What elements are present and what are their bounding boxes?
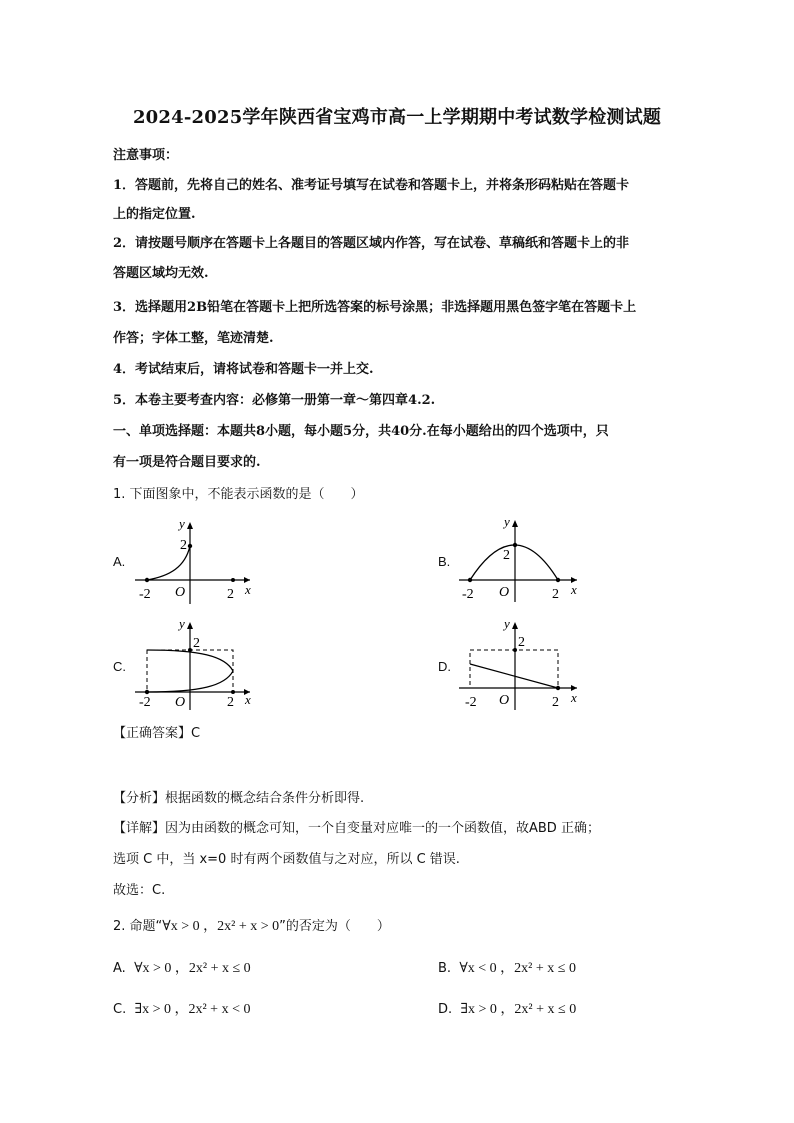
q2-option-text: ∀x < 0 ，2x² + x ≤ 0	[459, 961, 576, 976]
point	[513, 543, 517, 547]
axis-label: y	[179, 516, 185, 531]
q2-option-text: ∃x > 0 ，2x² + x ≤ 0	[460, 1002, 577, 1017]
origin-label: O	[175, 585, 186, 600]
axis-label: x	[571, 582, 577, 597]
q2-option-text: ∃x > 0 ，2x² + x < 0	[134, 1002, 251, 1017]
q2-option-label: A.	[113, 961, 126, 976]
y-arrow	[512, 520, 518, 527]
y-arrow	[187, 622, 193, 629]
q1-graph-b	[455, 512, 595, 607]
notice-item: 5．本卷主要考查内容：必修第一册第一章～第四章4.2.	[113, 393, 436, 408]
tick-label: -2	[139, 587, 151, 602]
y-arrow	[187, 522, 193, 529]
point	[556, 686, 560, 690]
tick-label: 2	[227, 695, 234, 710]
curve	[470, 545, 558, 580]
q2-option-d	[438, 1000, 576, 1020]
q1-detail: 【详解】因为由函数的概念可知，一个自变量对应唯一的一个函数值，故ABD 正确；	[113, 821, 600, 836]
q2-option-c	[113, 1000, 250, 1020]
q2-option-b	[438, 959, 576, 979]
notice-item: 答题区域均无效.	[113, 266, 209, 281]
axis-label: y	[504, 514, 510, 529]
origin-label: O	[499, 693, 510, 708]
page-title: 2024-2025学年陕西省宝鸡市高一上学期期中考试数学检测试题	[132, 107, 662, 128]
notice-item: 作答；字体工整，笔迹清楚.	[113, 331, 274, 346]
axis-label: y	[179, 616, 185, 631]
point	[231, 578, 235, 582]
tick-label: 2	[552, 695, 559, 710]
q1-option-d-label: D.	[438, 659, 451, 674]
tick-label: 2	[503, 548, 510, 563]
point	[145, 578, 149, 582]
q2-option-label: D.	[438, 1002, 453, 1017]
q2-stem-suffix: ”的否定为（ ）	[279, 919, 390, 934]
point	[556, 578, 560, 582]
tick-label: -2	[139, 695, 151, 710]
point	[231, 690, 235, 694]
q1-detail-2: 选项 C 中，当 x=0 时有两个函数值与之对应，所以 C 错误.	[113, 852, 460, 867]
axis-label: x	[245, 582, 251, 597]
point	[468, 578, 472, 582]
notice-item: 2．请按题号顺序在答题卡上各题目的答题区域内作答，写在试卷、草稿纸和答题卡上的非	[113, 236, 630, 251]
q2-option-text: ∀x > 0 ，2x² + x ≤ 0	[134, 961, 251, 976]
tick-label: -2	[465, 695, 477, 710]
point	[188, 544, 192, 548]
tick-label: 2	[227, 587, 234, 602]
tick-label: 2	[518, 635, 525, 650]
notice-heading: 注意事项：	[113, 148, 179, 163]
q1-option-b-label: B.	[438, 554, 451, 569]
q2-stem-math: ∀x > 0 ，2x² + x > 0	[162, 919, 280, 934]
notice-item: 1．答题前，先将自己的姓名、准考证号填写在试卷和答题卡上，并将条形码粘贴在答题卡	[113, 178, 630, 193]
line-segment	[470, 664, 558, 688]
q1-choice: 故选：C.	[113, 883, 166, 898]
point	[513, 648, 517, 652]
tick-label: 2	[193, 636, 200, 651]
q1-option-a-label: A.	[113, 554, 126, 569]
q1-graph-d	[455, 614, 595, 714]
dashed-box	[470, 650, 558, 688]
point	[188, 648, 192, 652]
notice-item: 4．考试结束后，请将试卷和答题卡一并上交.	[113, 362, 374, 377]
q2-stem-prefix: 2. 命题“	[113, 919, 163, 934]
notice-item: 上的指定位置.	[113, 207, 196, 222]
axis-label: y	[504, 616, 510, 631]
axis-label: x	[571, 690, 577, 705]
q2-option-label: B.	[438, 961, 452, 976]
q2-stem	[113, 917, 390, 937]
origin-label: O	[175, 695, 186, 710]
notice-item: 3．选择题用2B铅笔在答题卡上把所选答案的标号涂黑；非选择题用黑色签字笔在答题卡上	[113, 300, 637, 315]
section-heading-cont: 有一项是符合题目要求的.	[113, 455, 261, 470]
axis-label: x	[245, 692, 251, 707]
q1-graph-a	[125, 512, 275, 607]
q2-option-label: C.	[113, 1002, 127, 1017]
y-arrow	[512, 622, 518, 629]
tick-label: 2	[552, 587, 559, 602]
q1-analysis: 【分析】根据函数的概念结合条件分析即得.	[113, 791, 365, 806]
section-heading: 一、单项选择题：本题共8小题，每小题5分，共40分.在每小题给出的四个选项中，只	[113, 424, 609, 439]
point	[145, 690, 149, 694]
tick-label: -2	[462, 587, 474, 602]
tick-label: 2	[180, 538, 187, 553]
q1-graph-c	[125, 614, 275, 714]
q1-answer: 【正确答案】C	[113, 726, 201, 741]
q1-stem: 1. 下面图象中，不能表示函数的是（ ）	[113, 487, 364, 502]
q2-option-a	[113, 959, 251, 979]
origin-label: O	[499, 585, 510, 600]
q1-option-c-label: C.	[113, 659, 126, 674]
